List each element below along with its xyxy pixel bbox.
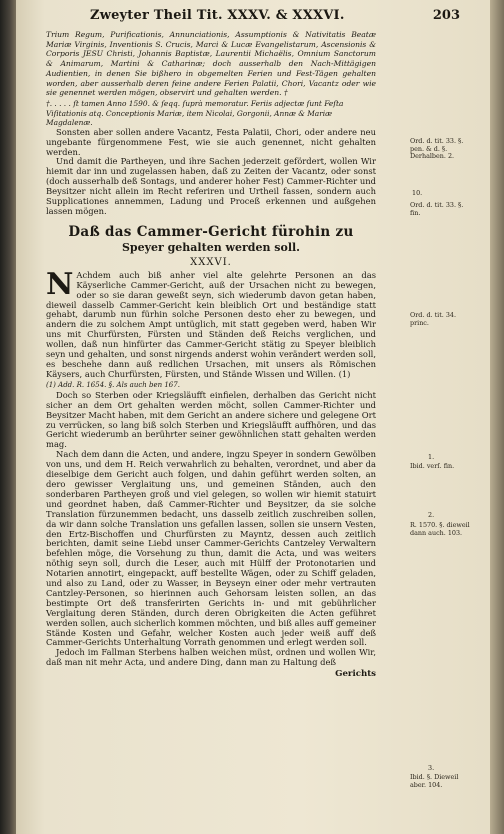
paragraph-partheyen: Und damit die Partheyen, und ihre Sachen jederzeit gefördert, wollen Wir hiemit dar inn und zugelassen haben, daß zu Zeiten der Vacantz, oder sonst (doch ausserhalb deß Sontags, und anderer hoher Fest) Cammer-Richter und Beysitzer nicht allein im Recht referiren und Urtheil fassen, sondern auch Supplicationes annemmen, Ladung und Proceß erkennen und außgehen lassen mögen.	[46, 156, 376, 216]
latin-footnote: †. . . . . ſt tamen Anno 1590. & ſeqq. ſuprà memoratur. Feriis adjectæ ſunt Feſta Viſitationis atq. Conceptionis Mariæ, item Nicolai, Gorgonii, Annæ & Mariæ Magdalenæ.	[46, 98, 344, 128]
section-title: Daß das Cammer-Gericht fürohin zu	[68, 223, 354, 240]
margin-note-ord-33-fin: Ord. d. tit. 33. §. fin.	[410, 201, 464, 217]
paragraph-speyer	[46, 266, 376, 380]
paragraph-vacantz: Sonsten aber sollen andere Vacantz, Festa Palatii, Chori, oder andere neu ungebante fürgenommene Fest, wie sie auch genennet, nicht gehalten werden.	[46, 126, 376, 157]
addition-note: (1) Add. R. 1654. §. Als auch ben 167.	[46, 380, 180, 389]
margin-note-ibid-fin: Ibid. verſ. fin.	[410, 462, 455, 470]
paragraph-speyer-text: Achdem auch biß anher viel alte gelehrte Personen an das Käyserliche Cammer-Gericht, auß der Ursachen nicht zu bewegen, oder so sie daran geweßt seyn, sich wiederumb davon getan haben, dieweil dasselb Cammer-Gericht kein bleiblich Ort und beständige statt gehabt, darumb nun fürhin solche Personen desto eher zu bewegen, und andern die zu solchem Ampt untüglich, mit statt gegeben werd, haben Wir uns mit Churfürsten, Fürsten und Ständen deß Reichs verglichen, und wollen, daß nun hinfürter das Cammer-Gericht stätig zu Speyer bleiblich seyn und gehalten, und sonst nirgends anderst wohin verändert werden soll, es beschehe dann auß redlichen Ursachen, mit unsers als Römischen Käysers, auch Churfürsten, Fürsten, und Stände Wissen und Willen. (1)	[46, 269, 376, 379]
paragraph-sterben: Doch so Sterben oder Kriegsläufft einfielen, derhalben das Gericht nicht sicher an dem Ort gehalten werden möcht, sollen Cammer-Richter und Beysitzer Macht haben, mit dem Gericht an andere sichere und gelegene Ort zu verrücken, so lang biß solch Sterben und Kriegsläufft auffhören, und das Gericht wiederumb an berührter seiner gewöhnlichen statt gehalten werden mag.	[46, 389, 376, 450]
page-number: 203	[432, 8, 460, 23]
section-subtitle: Speyer gehalten werden soll.	[121, 240, 301, 254]
page-edge	[490, 0, 504, 834]
margin-note-3: 3.	[428, 764, 435, 772]
section-number: XXXVI.	[190, 256, 232, 268]
paragraph-fallman: Jedoch im Fallman Sterbens halben weichen müst, ordnen und wollen Wir, daß man nit mehr Acta, und andere Ding, dann man zu Haltung deß	[46, 647, 376, 668]
running-title: Zweyter Theil Tit. XXXV. & XXXVI.	[90, 8, 345, 23]
margin-note-r-1570: R. 1570. §. dieweil dann auch. 103.	[410, 521, 470, 537]
drop-cap: N	[46, 266, 74, 302]
margin-note-ibid-dieweil: Ibid. §. Dieweil aber. 104.	[410, 773, 459, 789]
latin-feast-list: Trium Regum, Purificationis, Annunciationis, Assumptionis & Nativitatis Beatæ Mariæ Virginis, Inventionis S. Crucis, Marci & Lucæ Evangelistarum, Ascensionis & Corporis JESU Christi, Johannis Baptistæ, Laurentii Michaëlis, Omnium Sanctorum & Animarum, Martini & Catharinæ; doch ausserhalb den Nach-Mittägigen Audientien, in denen Sie bißhero in obgemelten Ferien und Fest-Tägen gehalten worden, aber ausserhalb deren feine andere Ferien Palatii, Chori, Vacantz oder wie sie genennet werden mögen, observirt und gehalten werden. †	[46, 30, 376, 98]
paragraph-acten: Nach dem dann die Acten, und andere, ingzu Speyer in sondern Gewölben von uns, und dem H. Reich verwahrlich zu behalten, verordnet, und aber da dieselbige dem Gericht auch folgen, und dahin geführt werden solten, an dero gewisser Verglaitung uns, und gemeinen Ständen, auch den sonderbaren Partheyen groß und viel gelegen, so wollen wir hiemit statuirt und geordnet haben, daß Cammer-Richter und Beysitzer, da sie solche Translation fürzunemmen bedacht, uns dasselb zeitlich zuschreiben sollen, da wir dann solche Translation uns gefallen lassen, sollen sie unsern Vesten, den Ertz-Bischoffen und Churfürsten zu Mayntz, dessen auch zeitlich berichten, damit seine Liebd unser Cammer-Gerichts Cantzeley Verwaltern befehlen möge, die Vorsehung zu thun, damit die Acta, und was weiters nöthig seyn soll, durch die Leser, auch mit Hülff der Protonotarien und Notarien annotirt, eingepackt, auff bestellte Wägen, oder zu Schiff geladen, und also zu Land, oder zu Wasser, in Beyseyn einer oder mehr vertrauten Cantzley-Personen, so hierinnen auch Gehorsam leisten sollen, an das bestimpte Ort deß transferirten Gerichts in- und mit gebührlicher Verglaitung deren Ständen, durch deren Obrigkeiten die Acten geführet werden sollen, auch sicherlich kommen möchten, und biß alles auff gemeiner Stände Kosten und Gefahr, welcher Kosten auch jeder weiß auff deß Cammer-Gerichts Unterhaltung Vorrath genommen und erlegt werden soll.	[46, 449, 376, 648]
page-header	[60, 6, 460, 28]
margin-note-2: 2.	[428, 511, 435, 519]
main-text-column	[46, 30, 376, 680]
margin-note-10: 10.	[412, 189, 423, 197]
catchword: Gerichts	[335, 669, 376, 680]
margin-note-ord-34: Ord. d. tit. 34. princ.	[410, 311, 457, 327]
margin-note-1: 1.	[428, 453, 435, 461]
margin-note-ord-33: Ord. d. tit. 33. §. pen. & d. §. Derhalben. 2.	[410, 137, 464, 161]
